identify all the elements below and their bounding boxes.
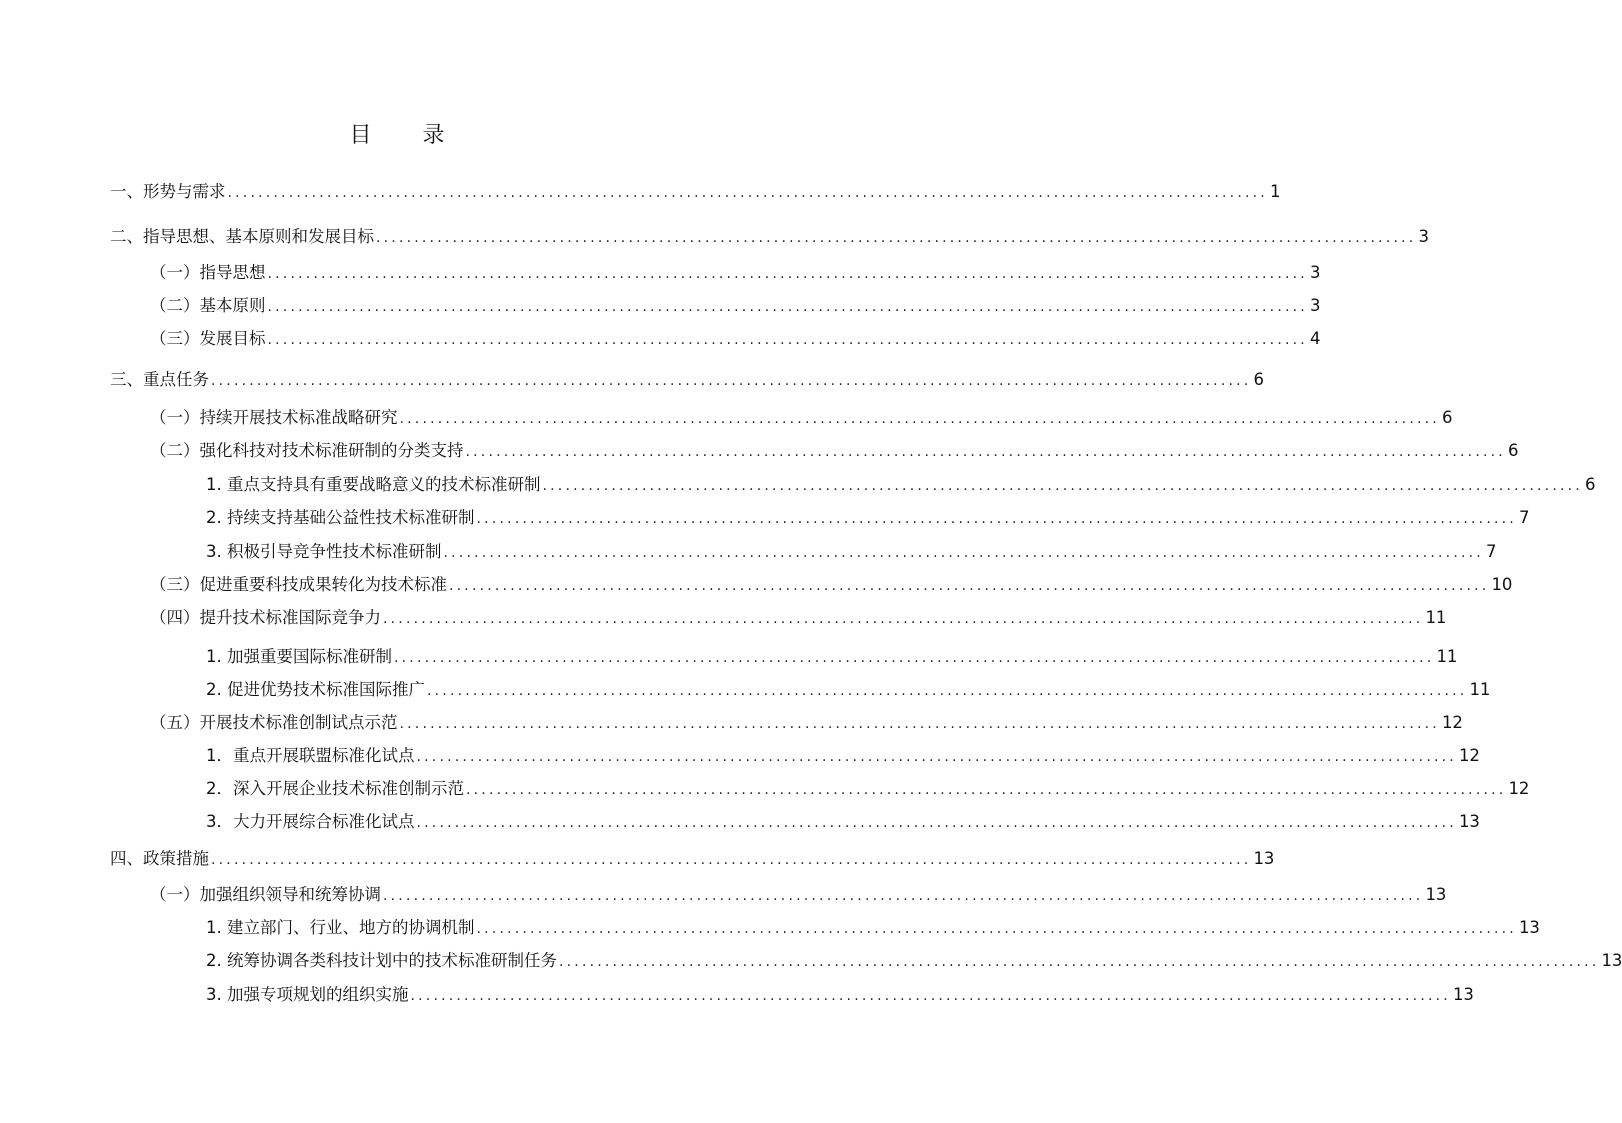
toc-leader-dots: ........................................................................................................................................ bbox=[559, 954, 1600, 970]
toc-entry-text: 3. 积极引导竞争性技术标准研制 bbox=[206, 542, 442, 561]
toc-entry-text: 2．深入开展企业技术标准创制示范 bbox=[206, 779, 464, 798]
toc-entry[interactable] bbox=[0, 941, 1622, 973]
toc-page-number: 7 bbox=[1518, 508, 1530, 527]
toc-entry-text: （三）促进重要科技成果转化为技术标准 bbox=[150, 575, 447, 594]
toc-page-number: 13 bbox=[1601, 951, 1622, 970]
toc-leader-dots: ........................................................................................................................................ bbox=[449, 578, 1490, 594]
toc-page-number: 3 bbox=[1309, 263, 1321, 282]
toc-leader-dots: ........................................................................................................................................ bbox=[399, 716, 1440, 732]
toc-entry[interactable] bbox=[0, 637, 1458, 669]
toc-entry[interactable] bbox=[0, 736, 1480, 768]
toc-entry[interactable] bbox=[0, 172, 1281, 204]
toc-entry-text: 四、政策措施 bbox=[110, 849, 209, 868]
toc-title: 目 录 bbox=[349, 123, 467, 148]
toc-entry-text: 三、重点任务 bbox=[110, 370, 209, 389]
toc-entry[interactable] bbox=[0, 670, 1491, 702]
toc-page-number: 12 bbox=[1508, 779, 1530, 798]
toc-entry-text: （一）持续开展技术标准战略研究 bbox=[150, 408, 398, 427]
toc-leader-dots: ........................................................................................................................................ bbox=[383, 888, 1424, 904]
toc-entry[interactable] bbox=[0, 875, 1447, 907]
toc-page-number: 3 bbox=[1418, 227, 1429, 246]
toc-entry[interactable] bbox=[0, 217, 1429, 249]
toc-entry[interactable] bbox=[0, 498, 1530, 530]
toc-page-number: 6 bbox=[1253, 370, 1264, 389]
toc-entry[interactable] bbox=[0, 253, 1321, 285]
toc-leader-dots: ........................................................................................................................................ bbox=[542, 478, 1583, 494]
toc-entry[interactable] bbox=[0, 839, 1275, 871]
toc-entry-text: 2. 统筹协调各类科技计划中的技术标准研制任务 bbox=[206, 951, 557, 970]
toc-leader-dots: ........................................................................................................................................ bbox=[410, 988, 1451, 1004]
toc-page-number: 6 bbox=[1507, 441, 1519, 460]
toc-leader-dots: ........................................................................................................................................ bbox=[416, 749, 1457, 765]
toc-entry[interactable] bbox=[0, 908, 1540, 940]
toc-leader-dots: ........................................................................................................................................ bbox=[376, 230, 1417, 246]
toc-page-number: 11 bbox=[1469, 680, 1491, 699]
toc-leader-dots: ........................................................................................................................................ bbox=[227, 185, 1268, 201]
toc-leader-dots: ........................................................................................................................................ bbox=[267, 332, 1308, 348]
toc-entry-text: （二）强化科技对技术标准研制的分类支持 bbox=[150, 441, 464, 460]
toc-entry-text: （一）指导思想 bbox=[150, 263, 266, 282]
toc-entry-text: （五）开展技术标准创制试点示范 bbox=[150, 713, 398, 732]
toc-entry[interactable] bbox=[0, 975, 1474, 1007]
toc-leader-dots: ........................................................................................................................................ bbox=[394, 650, 1435, 666]
toc-page-number: 13 bbox=[1518, 918, 1540, 937]
toc-entry-text: 3．大力开展综合标准化试点 bbox=[206, 812, 415, 831]
toc-entry-text: 1．重点开展联盟标准化试点 bbox=[206, 746, 415, 765]
toc-entry[interactable] bbox=[0, 532, 1497, 564]
toc-entry-text: （三）发展目标 bbox=[150, 329, 266, 348]
toc-page-number: 3 bbox=[1309, 296, 1321, 315]
toc-leader-dots: ........................................................................................................................................ bbox=[383, 611, 1424, 627]
toc-page-number: 12 bbox=[1441, 713, 1463, 732]
toc-entry-text: （四）提升技术标准国际竞争力 bbox=[150, 608, 381, 627]
toc-page-number: 13 bbox=[1253, 849, 1275, 868]
toc-page-number: 6 bbox=[1584, 475, 1596, 494]
toc-entry[interactable] bbox=[0, 598, 1447, 630]
toc-entry-text: 二、指导思想、基本原则和发展目标 bbox=[110, 227, 374, 246]
toc-entry[interactable] bbox=[0, 802, 1480, 834]
toc-entry[interactable] bbox=[0, 319, 1321, 351]
toc-entry-text: （二）基本原则 bbox=[150, 296, 266, 315]
toc-entry-text: （一）加强组织领导和统筹协调 bbox=[150, 885, 381, 904]
toc-entry-text: 3. 加强专项规划的组织实施 bbox=[206, 985, 409, 1004]
toc-entry-text: 2. 促进优势技术标准国际推广 bbox=[206, 680, 425, 699]
toc-entry-text: 2. 持续支持基础公益性技术标准研制 bbox=[206, 508, 475, 527]
toc-leader-dots: ........................................................................................................................................ bbox=[476, 511, 1517, 527]
toc-leader-dots: ........................................................................................................................................ bbox=[211, 373, 1252, 389]
toc-leader-dots: ........................................................................................................................................ bbox=[476, 921, 1517, 937]
toc-entry[interactable] bbox=[0, 398, 1453, 430]
toc-entry-text: 1. 重点支持具有重要战略意义的技术标准研制 bbox=[206, 475, 541, 494]
toc-page-number: 1 bbox=[1269, 182, 1281, 201]
toc-entry[interactable] bbox=[0, 703, 1463, 735]
toc-leader-dots: ........................................................................................................................................ bbox=[466, 782, 1507, 798]
toc-page-number: 13 bbox=[1425, 885, 1447, 904]
toc-leader-dots: ........................................................................................................................................ bbox=[211, 852, 1252, 868]
toc-page-number: 7 bbox=[1485, 542, 1497, 561]
toc-entry[interactable] bbox=[0, 286, 1321, 318]
toc-page-number: 4 bbox=[1309, 329, 1321, 348]
toc-entry[interactable] bbox=[0, 431, 1519, 463]
toc-leader-dots: ........................................................................................................................................ bbox=[399, 411, 1440, 427]
toc-page-number: 13 bbox=[1458, 812, 1480, 831]
toc-page-number: 11 bbox=[1436, 647, 1458, 666]
toc-entry[interactable] bbox=[0, 360, 1264, 392]
toc-leader-dots: ........................................................................................................................................ bbox=[443, 545, 1484, 561]
toc-entry-text: 1. 加强重要国际标准研制 bbox=[206, 647, 392, 666]
toc-page-number: 6 bbox=[1441, 408, 1453, 427]
toc-page-number: 11 bbox=[1425, 608, 1447, 627]
toc-leader-dots: ........................................................................................................................................ bbox=[416, 815, 1457, 831]
toc-leader-dots: ........................................................................................................................................ bbox=[267, 266, 1308, 282]
toc-page-number: 12 bbox=[1458, 746, 1480, 765]
toc-entry[interactable] bbox=[0, 565, 1513, 597]
toc-leader-dots: ........................................................................................................................................ bbox=[427, 683, 1468, 699]
toc-page-number: 13 bbox=[1452, 985, 1474, 1004]
toc-leader-dots: ........................................................................................................................................ bbox=[267, 299, 1308, 315]
toc-entry-text: 1. 建立部门、行业、地方的协调机制 bbox=[206, 918, 475, 937]
toc-entry[interactable] bbox=[0, 769, 1530, 801]
toc-page-number: 10 bbox=[1491, 575, 1513, 594]
toc-entry[interactable] bbox=[0, 465, 1596, 497]
toc-entry-text: 一、形势与需求 bbox=[110, 182, 226, 201]
toc-leader-dots: ........................................................................................................................................ bbox=[465, 444, 1506, 460]
